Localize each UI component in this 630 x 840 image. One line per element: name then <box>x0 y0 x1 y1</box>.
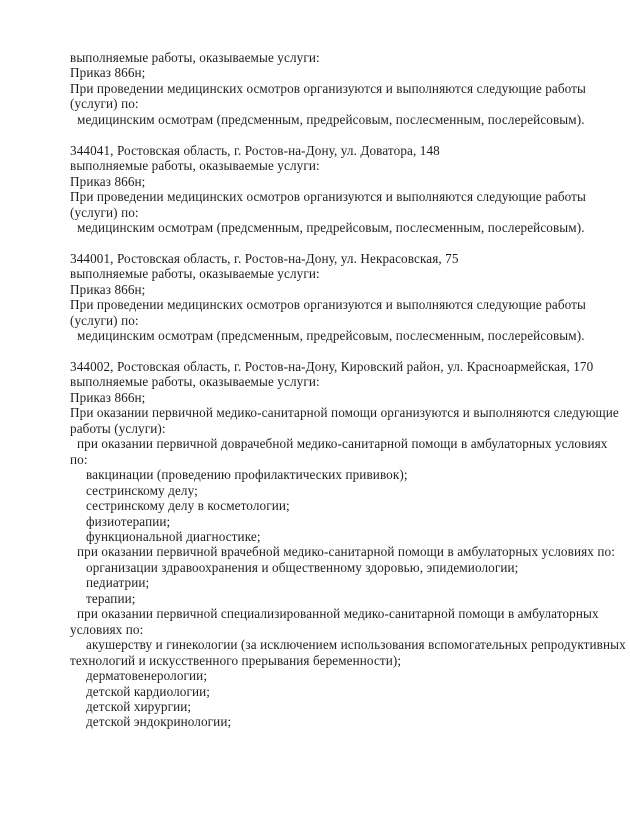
text-line: сестринскому делу; <box>86 482 198 498</box>
text-line: медицинским осмотрам (предсменным, предрейсовым, послесменным, послерейсовым). <box>77 111 585 127</box>
text-line: При оказании первичной медико-санитарной помощи организуются и выполняются следующие <box>70 405 619 421</box>
text-line: При проведении медицинских осмотров организуются и выполняются следующие работы <box>70 80 587 96</box>
text-block <box>70 50 610 127</box>
text-line: медицинским осмотрам (предсменным, предрейсовым, послесменным, послерейсовым). <box>77 219 585 235</box>
text-line: при оказании первичной специализированной медико-санитарной помощи в амбулаторных <box>77 606 599 622</box>
text-line: детской эндокринологии; <box>86 714 232 730</box>
text-line: Приказ 866н; <box>70 389 146 405</box>
text-line: организации здравоохранения и общественному здоровью, эпидемиологии; <box>86 559 519 575</box>
text-block <box>70 359 626 730</box>
text-line: 344041, Ростовская область, г. Ростов-на-Дону, ул. Доватора, 148 <box>70 142 440 158</box>
text-line: функциональной диагностике; <box>86 529 261 544</box>
text-line: технологий и искусственного прерывания беременности); <box>70 652 402 668</box>
text-line: выполняемые работы, оказываемые услуги: <box>70 374 320 390</box>
text-line: педиатрии; <box>86 575 150 591</box>
text-line: медицинским осмотрам (предсменным, предрейсовым, послесменным, послерейсовым). <box>77 328 585 344</box>
text-line: вакцинации (проведению профилактических прививок); <box>86 467 408 483</box>
text-line: работы (услуги): <box>70 420 166 436</box>
text-line: условиях по: <box>70 621 144 637</box>
text-line: терапии; <box>86 590 136 606</box>
text-line: При проведении медицинских осмотров организуются и выполняются следующие работы <box>70 189 587 205</box>
text-line: (услуги) по: <box>70 312 139 328</box>
text-line: акушерству и гинекологии (за исключением использования вспомогательных репродуктивных <box>86 637 626 653</box>
text-line: При проведении медицинских осмотров организуются и выполняются следующие работы <box>70 297 587 313</box>
text-line: (услуги) по: <box>70 96 139 112</box>
text-line: детской кардиологии; <box>86 683 211 699</box>
text-line: Приказ 866н; <box>70 173 146 189</box>
text-line: выполняемые работы, оказываемые услуги: <box>70 266 320 282</box>
text-line: детской хирургии; <box>86 698 192 714</box>
text-line: по: <box>70 451 88 467</box>
text-line: Приказ 866н; <box>70 65 146 81</box>
text-line: дерматовенерологии; <box>86 668 208 684</box>
text-block <box>70 143 610 236</box>
text-line: Приказ 866н; <box>70 281 146 297</box>
text-line: выполняемые работы, оказываемые услуги: <box>70 158 320 174</box>
document-body <box>70 50 626 730</box>
text-line: 344002, Ростовская область, г. Ростов-на-Дону, Кировский район, ул. Красноармейская, 170 <box>70 359 594 375</box>
text-line: 344001, Ростовская область, г. Ростов-на-Дону, ул. Некрасовская, 75 <box>70 250 459 266</box>
text-block <box>70 251 610 344</box>
text-line: при оказании первичной врачебной медико-санитарной помощи в амбулаторных условиях по: <box>77 544 615 560</box>
text-line: сестринскому делу в косметологии; <box>86 498 290 514</box>
text-line: при оказании первичной доврачебной медико-санитарной помощи в амбулаторных условиях <box>77 436 608 452</box>
text-line: выполняемые работы, оказываемые услуги: <box>70 50 320 65</box>
text-line: (услуги) по: <box>70 204 139 220</box>
text-line: физиотерапии; <box>86 513 171 529</box>
